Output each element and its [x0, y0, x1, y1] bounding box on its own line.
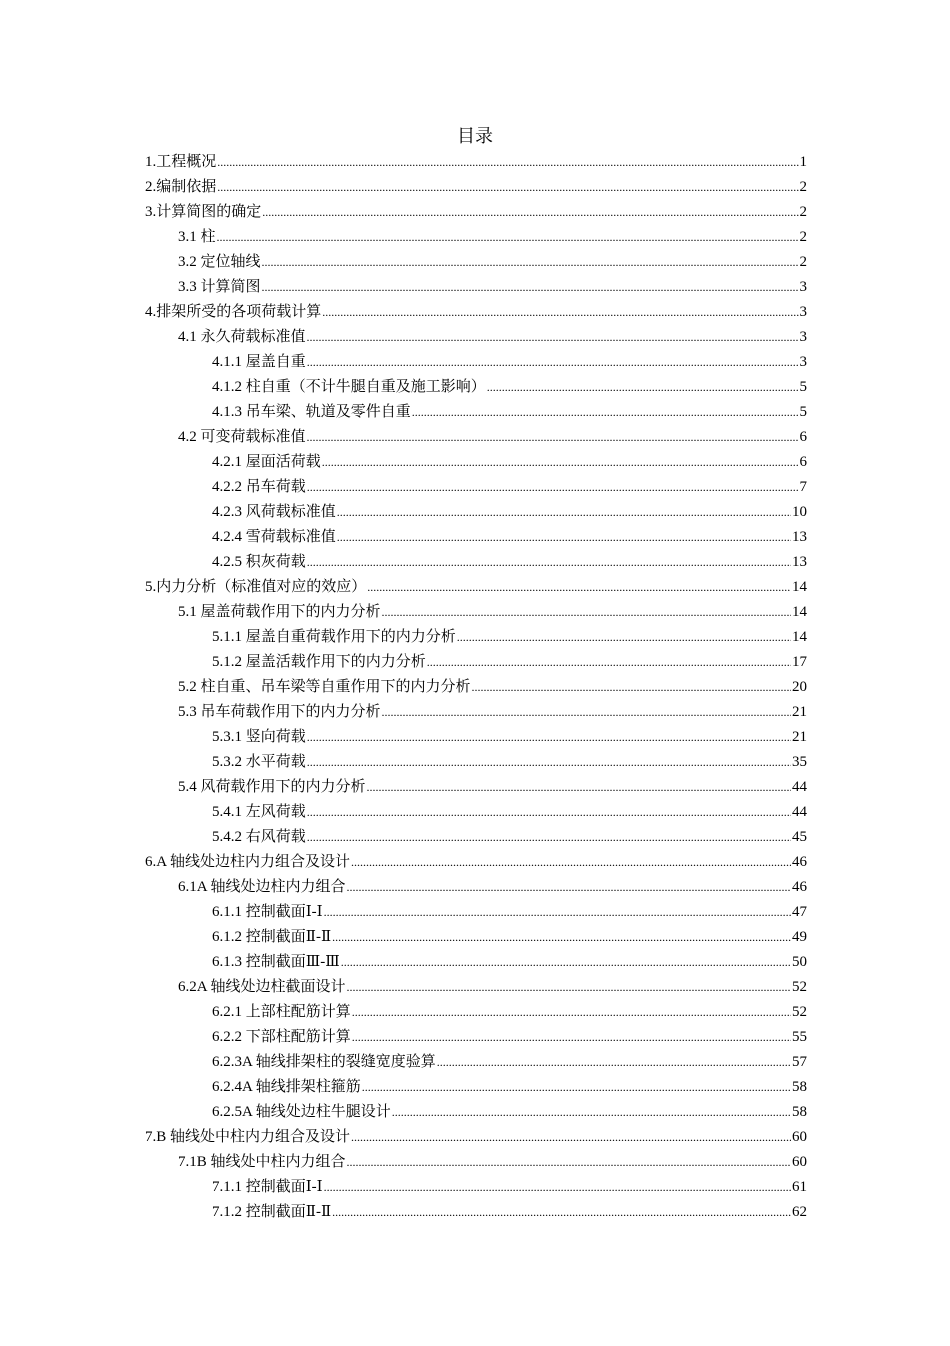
- toc-entry[interactable]: [145, 550, 807, 575]
- toc-entry-label: 1.工程概况: [145, 154, 217, 170]
- toc-entry[interactable]: [145, 1200, 807, 1225]
- toc-entry[interactable]: [145, 1175, 807, 1200]
- toc-entry-label: 4.2.1 屋面活荷载: [212, 454, 321, 470]
- toc-entry-page-number: 45: [792, 829, 807, 845]
- toc-entry-label: 3.3 计算简图: [178, 279, 261, 295]
- toc-entry[interactable]: [145, 775, 807, 800]
- toc-entry-label: 6.A 轴线处边柱内力组合及设计: [145, 854, 351, 870]
- toc-dot-leader: [332, 1200, 791, 1225]
- toc-entry-label: 5.3 吊车荷载作用下的内力分析: [178, 704, 381, 720]
- toc-dot-leader: [307, 725, 791, 750]
- toc-dot-leader: [324, 1175, 791, 1200]
- toc-dot-leader: [367, 575, 791, 600]
- toc-entry[interactable]: [145, 625, 807, 650]
- toc-entry-label: 4.2.2 吊车荷载: [212, 479, 306, 495]
- toc-dot-leader: [217, 175, 798, 200]
- toc-entry[interactable]: [145, 375, 807, 400]
- toc-entry-label: 5.3.2 水平荷载: [212, 754, 306, 770]
- toc-entry-label: 4.1.2 柱自重（不计牛腿自重及施工影响）: [212, 379, 486, 395]
- toc-entry[interactable]: [145, 500, 807, 525]
- toc-entry[interactable]: [145, 150, 807, 175]
- toc-dot-leader: [351, 1125, 791, 1150]
- toc-entry-label: 6.2A 轴线处边柱截面设计: [178, 979, 346, 995]
- toc-entry-page-number: 3: [799, 279, 807, 295]
- toc-entry-page-number: 61: [792, 1179, 807, 1195]
- toc-entry-page-number: 44: [792, 779, 807, 795]
- toc-entry[interactable]: [145, 1075, 807, 1100]
- toc-entry-page-number: 2: [799, 204, 807, 220]
- toc-entry[interactable]: [145, 1000, 807, 1025]
- toc-dot-leader: [472, 675, 791, 700]
- toc-entry-label: 5.3.1 竖向荷载: [212, 729, 306, 745]
- toc-entry-page-number: 13: [792, 554, 807, 570]
- toc-dot-leader: [262, 275, 799, 300]
- toc-entry-label: 5.1.2 屋盖活载作用下的内力分析: [212, 654, 426, 670]
- toc-entry-label: 6.2.4A 轴线排架柱箍筋: [212, 1079, 361, 1095]
- toc-entry-page-number: 58: [792, 1079, 807, 1095]
- toc-entry[interactable]: [145, 825, 807, 850]
- toc-entry-page-number: 13: [792, 529, 807, 545]
- toc-title: 目录: [457, 126, 493, 146]
- toc-entry[interactable]: [145, 300, 807, 325]
- toc-entry[interactable]: [145, 425, 807, 450]
- toc-entry-label: 4.2.4 雪荷载标准值: [212, 529, 336, 545]
- toc-entry[interactable]: [145, 175, 807, 200]
- toc-entry-label: 5.4.1 左风荷载: [212, 804, 306, 820]
- toc-dot-leader: [382, 600, 791, 625]
- toc-entry-page-number: 3: [799, 304, 807, 320]
- toc-entry[interactable]: [145, 675, 807, 700]
- toc-entry-page-number: 57: [792, 1054, 807, 1070]
- toc-entry-label: 6.2.5A 轴线处边柱牛腿设计: [212, 1104, 391, 1120]
- toc-entry-page-number: 14: [792, 629, 807, 645]
- toc-entry[interactable]: [145, 250, 807, 275]
- toc-entry-label: 4.2.3 风荷载标准值: [212, 504, 336, 520]
- toc-dot-leader: [307, 750, 791, 775]
- toc-entry[interactable]: [145, 900, 807, 925]
- toc-entry-label: 5.4.2 右风荷载: [212, 829, 306, 845]
- toc-entry-page-number: 60: [792, 1154, 807, 1170]
- toc-entry-label: 6.1.2 控制截面Ⅱ-Ⅱ: [212, 929, 332, 945]
- toc-dot-leader: [262, 250, 799, 275]
- toc-entry[interactable]: [145, 1125, 807, 1150]
- toc-list: [145, 150, 807, 1225]
- toc-entry-page-number: 17: [792, 654, 807, 670]
- toc-dot-leader: [427, 650, 791, 675]
- toc-entry-page-number: 52: [792, 979, 807, 995]
- toc-dot-leader: [347, 875, 791, 900]
- toc-entry-label: 4.2.5 积灰荷载: [212, 554, 306, 570]
- toc-entry[interactable]: [145, 400, 807, 425]
- toc-entry-label: 4.排架所受的各项荷载计算: [145, 304, 322, 320]
- toc-dot-leader: [217, 150, 798, 175]
- toc-entry-label: 2.编制依据: [145, 179, 217, 195]
- toc-entry[interactable]: [145, 575, 807, 600]
- toc-entry-page-number: 55: [792, 1029, 807, 1045]
- toc-entry-page-number: 47: [792, 904, 807, 920]
- toc-entry-page-number: 2: [799, 179, 807, 195]
- toc-entry[interactable]: [145, 350, 807, 375]
- toc-dot-leader: [392, 1100, 791, 1125]
- toc-entry[interactable]: [145, 450, 807, 475]
- toc-entry[interactable]: [145, 600, 807, 625]
- toc-entry-label: 3.1 柱: [178, 229, 216, 245]
- toc-entry-label: 6.2.2 下部柱配筋计算: [212, 1029, 351, 1045]
- toc-entry-label: 6.1.1 控制截面Ⅰ-Ⅰ: [212, 904, 323, 920]
- toc-entry-page-number: 1: [799, 154, 807, 170]
- toc-entry[interactable]: [145, 325, 807, 350]
- toc-dot-leader: [362, 1075, 791, 1100]
- toc-entry-page-number: 5: [799, 379, 807, 395]
- toc-entry-page-number: 5: [799, 404, 807, 420]
- toc-entry[interactable]: [145, 800, 807, 825]
- toc-entry[interactable]: [145, 275, 807, 300]
- toc-entry[interactable]: [145, 475, 807, 500]
- toc-entry-page-number: 49: [792, 929, 807, 945]
- toc-dot-leader: [307, 425, 799, 450]
- toc-entry-page-number: 6: [799, 454, 807, 470]
- toc-entry-label: 5.1.1 屋盖自重荷载作用下的内力分析: [212, 629, 456, 645]
- toc-entry-page-number: 50: [792, 954, 807, 970]
- toc-entry-label: 5.内力分析（标准值对应的效应）: [145, 579, 367, 595]
- toc-dot-leader: [307, 475, 799, 500]
- toc-entry-page-number: 3: [799, 354, 807, 370]
- toc-entry-page-number: 21: [792, 704, 807, 720]
- toc-entry-label: 6.1.3 控制截面Ⅲ-Ⅲ: [212, 954, 340, 970]
- toc-entry-page-number: 21: [792, 729, 807, 745]
- toc-dot-leader: [337, 525, 791, 550]
- toc-entry[interactable]: [145, 225, 807, 250]
- toc-entry-page-number: 14: [792, 604, 807, 620]
- toc-entry-label: 7.B 轴线处中柱内力组合及设计: [145, 1129, 351, 1145]
- toc-entry-label: 5.2 柱自重、吊车梁等自重作用下的内力分析: [178, 679, 471, 695]
- toc-entry[interactable]: [145, 1025, 807, 1050]
- toc-entry-label: 7.1B 轴线处中柱内力组合: [178, 1154, 346, 1170]
- toc-dot-leader: [457, 625, 791, 650]
- toc-entry[interactable]: [145, 875, 807, 900]
- toc-dot-leader: [367, 775, 791, 800]
- toc-entry-page-number: 62: [792, 1204, 807, 1220]
- toc-entry-label: 6.1A 轴线处边柱内力组合: [178, 879, 346, 895]
- toc-entry-page-number: 58: [792, 1104, 807, 1120]
- toc-entry-page-number: 6: [799, 429, 807, 445]
- toc-entry-page-number: 46: [792, 879, 807, 895]
- toc-entry[interactable]: [145, 525, 807, 550]
- toc-dot-leader: [347, 975, 791, 1000]
- toc-entry[interactable]: [145, 650, 807, 675]
- toc-entry[interactable]: [145, 750, 807, 775]
- toc-dot-leader: [324, 900, 791, 925]
- toc-entry-label: 4.2 可变荷载标准值: [178, 429, 306, 445]
- toc-entry-label: 7.1.2 控制截面Ⅱ-Ⅱ: [212, 1204, 332, 1220]
- toc-entry[interactable]: [145, 200, 807, 225]
- toc-entry[interactable]: [145, 1100, 807, 1125]
- toc-dot-leader: [352, 1025, 791, 1050]
- toc-entry-page-number: 14: [792, 579, 807, 595]
- toc-entry-page-number: 20: [792, 679, 807, 695]
- toc-entry-label: 4.1 永久荷载标准值: [178, 329, 306, 345]
- toc-entry-label: 7.1.1 控制截面Ⅰ-Ⅰ: [212, 1179, 323, 1195]
- toc-entry[interactable]: [145, 1050, 807, 1075]
- toc-dot-leader: [307, 350, 799, 375]
- toc-entry[interactable]: [145, 1150, 807, 1175]
- toc-dot-leader: [382, 700, 791, 725]
- toc-dot-leader: [217, 225, 799, 250]
- toc-dot-leader: [262, 200, 798, 225]
- toc-dot-leader: [307, 825, 791, 850]
- toc-entry[interactable]: [145, 950, 807, 975]
- toc-entry-page-number: 2: [799, 229, 807, 245]
- toc-entry-label: 5.4 风荷载作用下的内力分析: [178, 779, 366, 795]
- toc-dot-leader: [351, 850, 791, 875]
- toc-entry-label: 6.2.1 上部柱配筋计算: [212, 1004, 351, 1020]
- toc-entry[interactable]: [145, 725, 807, 750]
- toc-entry-page-number: 7: [799, 479, 807, 495]
- toc-dot-leader: [487, 375, 799, 400]
- toc-entry[interactable]: [145, 700, 807, 725]
- toc-entry-label: 3.计算简图的确定: [145, 204, 262, 220]
- toc-entry-page-number: 35: [792, 754, 807, 770]
- toc-dot-leader: [322, 300, 798, 325]
- toc-entry[interactable]: [145, 975, 807, 1000]
- toc-entry[interactable]: [145, 925, 807, 950]
- toc-entry-page-number: 46: [792, 854, 807, 870]
- toc-dot-leader: [412, 400, 799, 425]
- toc-entry-label: 4.1.1 屋盖自重: [212, 354, 306, 370]
- toc-entry-label: 4.1.3 吊车梁、轨道及零件自重: [212, 404, 411, 420]
- toc-entry-page-number: 60: [792, 1129, 807, 1145]
- toc-dot-leader: [307, 800, 791, 825]
- toc-dot-leader: [437, 1050, 791, 1075]
- toc-dot-leader: [307, 550, 791, 575]
- toc-entry-label: 5.1 屋盖荷载作用下的内力分析: [178, 604, 381, 620]
- toc-dot-leader: [341, 950, 791, 975]
- toc-entry-label: 6.2.3A 轴线排架柱的裂缝宽度验算: [212, 1054, 436, 1070]
- toc-entry-label: 3.2 定位轴线: [178, 254, 261, 270]
- toc-entry-page-number: 10: [792, 504, 807, 520]
- toc-dot-leader: [347, 1150, 791, 1175]
- toc-dot-leader: [307, 325, 799, 350]
- toc-dot-leader: [337, 500, 791, 525]
- toc-entry-page-number: 44: [792, 804, 807, 820]
- toc-entry-page-number: 3: [799, 329, 807, 345]
- toc-entry-page-number: 2: [799, 254, 807, 270]
- toc-entry[interactable]: [145, 850, 807, 875]
- toc-dot-leader: [332, 925, 791, 950]
- toc-dot-leader: [322, 450, 799, 475]
- toc-entry-page-number: 52: [792, 1004, 807, 1020]
- toc-dot-leader: [352, 1000, 791, 1025]
